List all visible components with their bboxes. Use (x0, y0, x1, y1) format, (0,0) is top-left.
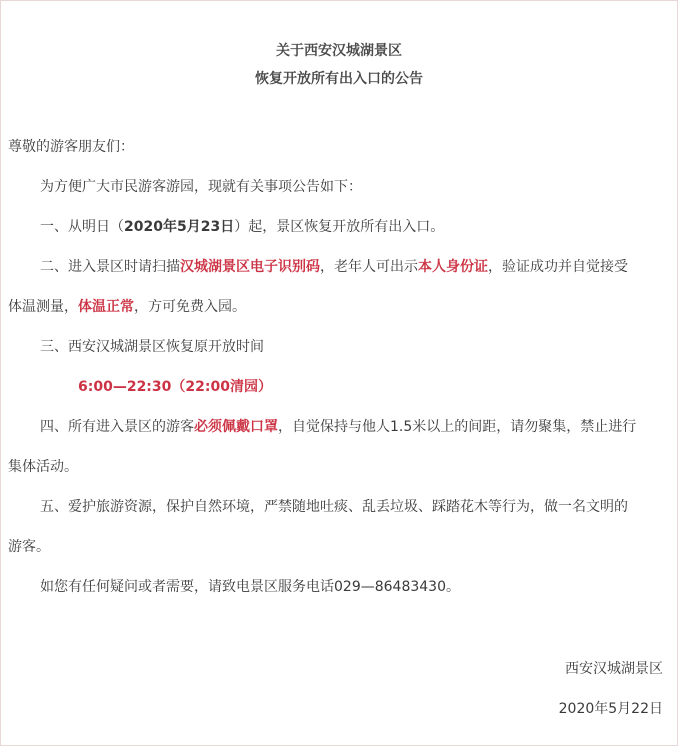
item-4-line1 (40, 418, 636, 436)
intro-paragraph: 为方便广大市民游客游园，现就有关事项公告如下： (40, 179, 362, 195)
item-2-text-a: 二、进入景区时请扫描 (40, 259, 180, 275)
item-2-text-c: ，验证成功并自觉接受 (488, 259, 628, 275)
item-4-text-b: ，自觉保持与他人1.5米以上的间距，请勿聚集，禁止进行 (278, 419, 637, 435)
electronic-code-highlight: 汉城湖景区电子识别码 (180, 259, 320, 275)
signature: 西安汉城湖景区 (565, 661, 663, 677)
item-4-text-a: 四、所有进入景区的游客 (40, 419, 194, 435)
item-2-text-e: ，方可免费入园。 (134, 299, 246, 315)
mask-highlight: 必须佩戴口罩 (194, 419, 278, 435)
item-1 (40, 218, 444, 236)
item-2-line1 (40, 258, 628, 276)
temperature-highlight: 体温正常 (78, 299, 134, 315)
reopen-date: 2020年5月23日 (124, 219, 235, 235)
item-2-text-d: 体温测量， (8, 299, 78, 315)
notice-title-line1: 关于西安汉城湖景区 (276, 43, 402, 59)
item-2-line2 (8, 298, 246, 316)
contact-paragraph: 如您有任何疑问或者需要，请致电景区服务电话029—86483430。 (40, 579, 460, 595)
item-1-suffix: ）起，景区恢复开放所有出入口。 (234, 219, 445, 235)
greeting: 尊敬的游客朋友们： (8, 139, 134, 155)
item-2-text-b: ，老年人可出示 (320, 259, 418, 275)
item-3: 三、西安汉城湖景区恢复原开放时间 (40, 339, 264, 355)
notice-date: 2020年5月22日 (558, 701, 663, 717)
item-5-line2: 游客。 (8, 539, 50, 555)
item-5-line1: 五、爱护旅游资源，保护自然环境，严禁随地吐痰、乱丢垃圾、踩踏花木等行为，做一名文明的 (40, 499, 628, 515)
item-1-prefix: 一、从明日（ (40, 219, 124, 235)
notice-title-line2: 恢复开放所有出入口的公告 (255, 71, 423, 87)
item-4-line2: 集体活动。 (8, 459, 78, 475)
id-card-highlight: 本人身份证 (418, 259, 488, 275)
opening-hours: 6:00—22:30（22:00清园） (78, 379, 272, 395)
